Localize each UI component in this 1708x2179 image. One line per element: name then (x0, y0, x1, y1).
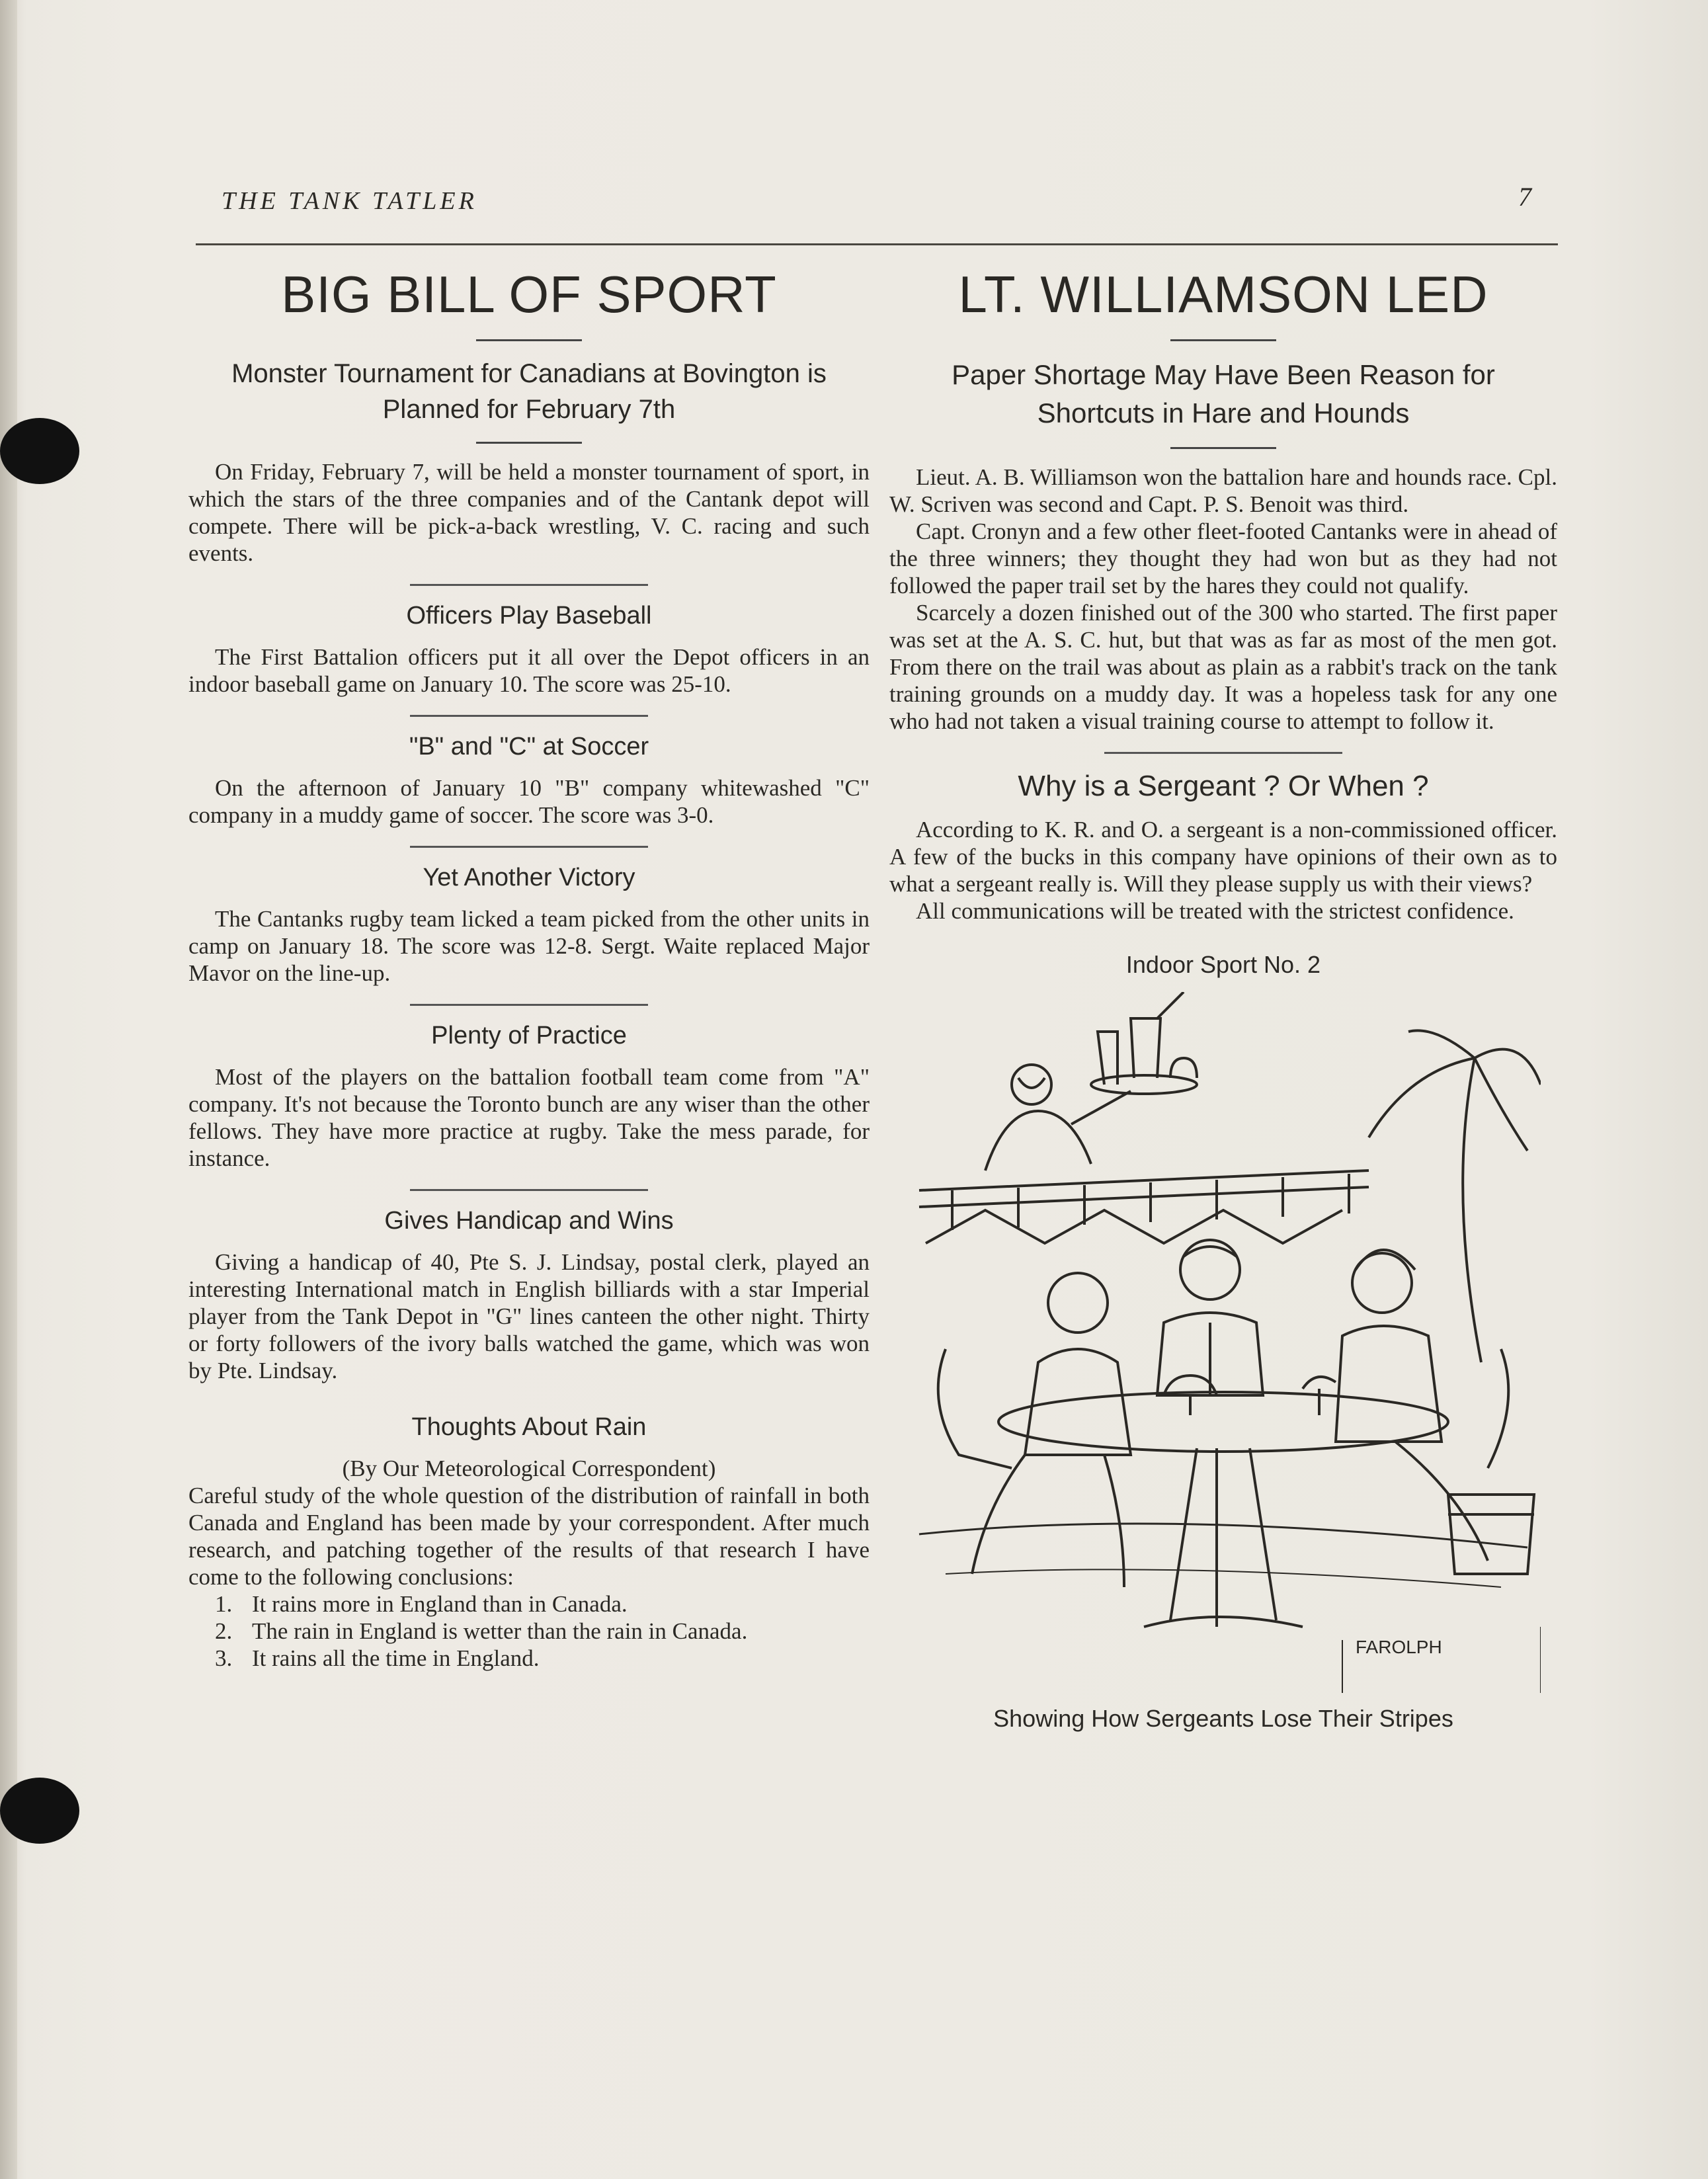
rain-byline: (By Our Meteorological Correspondent) (342, 1456, 716, 1481)
tournament-intro: On Friday, February 7, will be held a monster tournament of sport, in which the stars of the three companies and of the Cantank depot will compete. There will be pick-a-back wrestling, V. C. racing and such events. (188, 459, 870, 566)
section-title-soccer: "B" and "C" at Soccer (409, 733, 649, 761)
conclusion-item: 1. It rains more in England than in Canada. (215, 1591, 628, 1617)
divider (410, 1189, 648, 1191)
section-body-handicap: Giving a handicap of 40, Pte S. J. Lindsay, postal clerk, played an interesting International match in English billiards with a star Imperial player from the Tank Depot in "G" lines canteen the other night. Thirty or forty followers of the ivory balls watched the game, which was won by Pte. Lindsay. (188, 1249, 870, 1383)
divider (410, 846, 648, 848)
right-subhead: Paper Shortage May Have Been Reason for Shortcuts in Hare and Hounds (952, 359, 1495, 429)
sergeant-paragraph-1: According to K. R. and O. a sergeant is a non-commissioned officer. A few of the bucks in this company have opinions of their own as to what a sergeant really is. Will they please supply us with their views? (889, 817, 1557, 897)
illustration-caption-bottom: Showing How Sergeants Lose Their Stripes (993, 1705, 1453, 1732)
binding-hole-lower (0, 1778, 79, 1844)
hare-paragraph-1: Lieut. A. B. Williamson won the battalion hare and hounds race. Cpl. W. Scriven was second and Capt. P. S. Benoit was third. (889, 464, 1557, 517)
left-column (188, 251, 870, 1672)
sergeant-title: Why is a Sergeant ? Or When ? (1018, 770, 1429, 802)
right-headline: LT. WILLIAMSON LED (958, 265, 1488, 323)
section-title-rain: Thoughts About Rain (411, 1413, 647, 1441)
conclusion-item: 2. The rain in England is wetter than the rain in Canada. (215, 1618, 748, 1644)
header-rule (196, 243, 1558, 245)
divider (476, 339, 582, 341)
hare-paragraph-2: Capt. Cronyn and a few other fleet-footed Cantanks were in ahead of the three winners; they thought they had won but as they had not followed the paper trail set by the hares they could not qualify. (889, 518, 1557, 598)
left-headline: BIG BILL OF SPORT (281, 265, 777, 323)
section-body-victory: The Cantanks rugby team licked a team picked from the other units in camp on January 18. The score was 12-8. Sergt. Waite replaced Major Mavor on the line-up. (188, 906, 870, 986)
binding-edge (0, 0, 17, 2179)
cartoon-illustration (906, 992, 1541, 1700)
right-column (889, 251, 1557, 1733)
section-body-soccer: On the afternoon of January 10 "B" company whitewashed "C" company in a muddy game of soccer. The score was 3-0. (188, 775, 870, 828)
hare-paragraph-3: Scarcely a dozen finished out of the 300 who started. The first paper was set at the A. S. C. hut, but that was as far as most of the men got. From there on the trail was about as plain as a rabbit's track on the tank training grounds on a muddy day. It was a hopeless task for any one who had not taken a visual training course to attempt to follow it. (889, 600, 1557, 734)
section-title-handicap: Gives Handicap and Wins (384, 1207, 674, 1235)
section-title-baseball: Officers Play Baseball (406, 602, 652, 630)
section-title-practice: Plenty of Practice (431, 1022, 627, 1049)
left-subhead: Monster Tournament for Canadians at Bovington is Planned for February 7th (231, 359, 827, 424)
page-number: 7 (1518, 182, 1531, 212)
divider (1104, 752, 1342, 754)
rain-body: Careful study of the whole question of the distribution of rainfall in both Canada and England has been made by your correspondent. After much research, and patching together of the results of that research I have come to the following conclusions: (188, 1483, 870, 1590)
artist-signature: FAROLPH (1356, 1637, 1442, 1657)
running-title: THE TANK TATLER (222, 187, 477, 215)
divider (410, 584, 648, 586)
conclusion-item: 3. It rains all the time in England. (215, 1645, 540, 1671)
illustration-caption-top: Indoor Sport No. 2 (1125, 951, 1321, 978)
section-body-baseball: The First Battalion officers put it all over the Depot officers in an indoor baseball game on January 10. The score was 25-10. (188, 644, 870, 697)
divider (410, 1004, 648, 1006)
rain-conclusions (188, 1590, 870, 1672)
sergeant-paragraph-2: All communications will be treated with the strictest confidence. (916, 898, 1514, 924)
divider (476, 442, 582, 444)
divider (1170, 447, 1276, 449)
divider (1170, 339, 1276, 341)
section-body-practice: Most of the players on the battalion football team come from "A" company. It's not because the Toronto bunch are any wiser than the other fellows. They have more practice at rugby. Take the mess parade, for instance. (188, 1064, 870, 1171)
divider (410, 715, 648, 717)
section-title-victory: Yet Another Victory (423, 864, 635, 891)
binding-hole-upper (0, 418, 79, 484)
